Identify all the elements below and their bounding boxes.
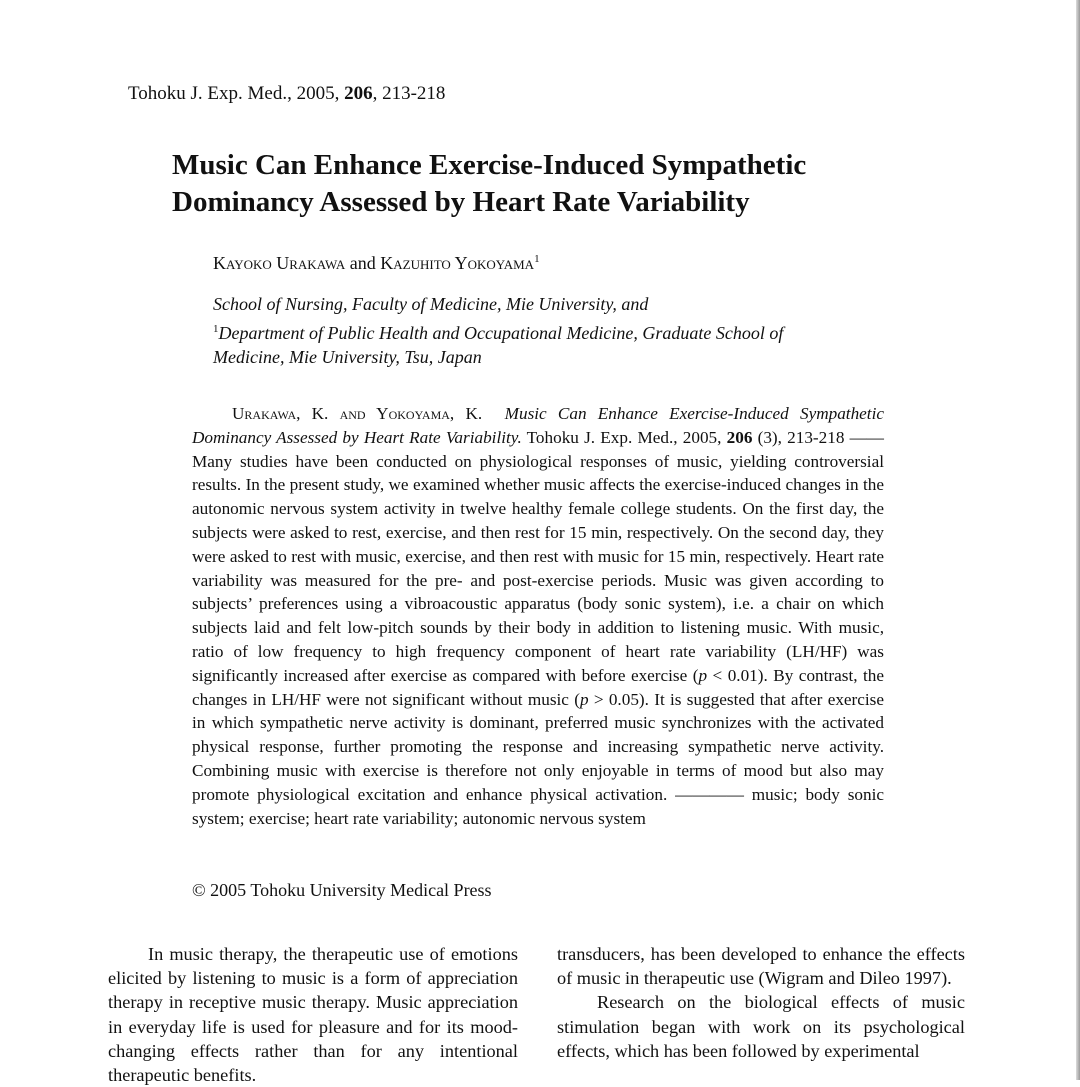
paper-title <box>172 147 992 221</box>
journal-ref-prefix: Tohoku J. Exp. Med., 2005, <box>128 83 345 104</box>
author-2-affil-mark: 1 <box>534 253 540 265</box>
abstract-cite-rest: (3), 213-218 —— <box>752 427 884 447</box>
author-1: Kayoko Urakawa <box>213 253 346 273</box>
abstract-cite-authors: Urakawa, K. and Yokoyama, K. <box>232 404 483 423</box>
abstract-p-symbol-1: p <box>698 665 708 685</box>
abstract-p-value-2: > 0.05). It is suggested that after exercise in which sympathetic nerve activity is dominant, preferred music synchronizes with the activated physical response, further promoting the response and increasing sympathetic nerve activity. Combining music with exercise is therefore not only enjoyable in terms of mood but also may promote physiological excitation and enhance physical activation. ———— <box>192 689 884 804</box>
abstract-keywords: music; body sonic system; exercise; heart rate variability; autonomic nervous system <box>192 784 884 828</box>
abstract <box>192 402 884 830</box>
abstract-cite-journal: Tohoku J. Exp. Med., 2005, <box>521 427 727 447</box>
author-list <box>213 253 540 274</box>
abstract-cite-volume: 206 <box>726 427 753 447</box>
body-right-paragraph-2: Research on the biological effects of music stimulation began with work on its psychological effects, which has been followed by experimental <box>557 992 965 1061</box>
affiliation-line-3: Medicine, Mie University, Tsu, Japan <box>213 347 482 367</box>
author-2: Kazuhito Yokoyama <box>380 253 535 273</box>
affiliation-line-1: School of Nursing, Faculty of Medicine, Mie University, and <box>213 294 649 314</box>
abstract-p-value-1: < 0.01). By contrast, the changes in LH/HF were not significant without music ( <box>192 665 884 709</box>
author-conjunction: and <box>345 253 381 273</box>
journal-reference <box>128 83 445 105</box>
page-edge-shadow <box>1076 0 1080 1080</box>
abstract-p-symbol-2: p <box>579 689 589 709</box>
body-right-continuation: transducers, has been developed to enhance the effects of music in therapeutic use (Wigram and Dileo 1997). <box>557 944 965 989</box>
body-column-right <box>557 942 965 1063</box>
body-left-paragraph: In music therapy, the therapeutic use of emotions elicited by listening to music is a form of appreciation therapy in receptive music therapy. Music appreciation in everyday life is used for pleasure and for its mood-changing effects rather than for any intentional therapeutic benefits. <box>108 944 518 1086</box>
body-column-left <box>108 942 518 1087</box>
affiliation-line-2: Department of Public Health and Occupational Medicine, Graduate School of <box>218 322 784 343</box>
title-line-2: Dominancy Assessed by Heart Rate Variability <box>172 186 750 218</box>
affiliation-mark: 1 <box>213 322 219 335</box>
journal-ref-volume: 206 <box>344 83 373 104</box>
copyright-notice: © 2005 Tohoku University Medical Press <box>192 880 492 900</box>
affiliations <box>213 292 903 370</box>
journal-ref-pages: , 213-218 <box>372 83 446 104</box>
abstract-text-1: Many studies have been conducted on physiological responses of music, yielding controversial results. In the present study, we examined whether music affects the exercise-induced changes in the autonomic nervous system activity in twelve healthy female college students. On the first day, the subjects were asked to rest, exercise, and then rest for 15 min, respectively. On the second day, they were asked to rest with music, exercise, and then rest with music for 15 min, respectively. Heart rate variability was measured for the pre- and post-exercise periods. Music was given according to subjects’ preferences using a vibroacoustic apparatus (body sonic system), i.e. a chair on which subjects laid and felt low-pitch sounds by their body in addition to listening music. With music, ratio of low frequency to high frequency component of heart rate variability (LH/HF) was significantly increased after exercise as compared with before exercise ( <box>192 451 884 685</box>
abstract-cite-title: Music Can Enhance Exercise-Induced Sympathetic Dominancy Assessed by Heart Rate Variability. <box>192 404 884 447</box>
title-line-1: Music Can Enhance Exercise-Induced Sympathetic <box>172 149 807 181</box>
